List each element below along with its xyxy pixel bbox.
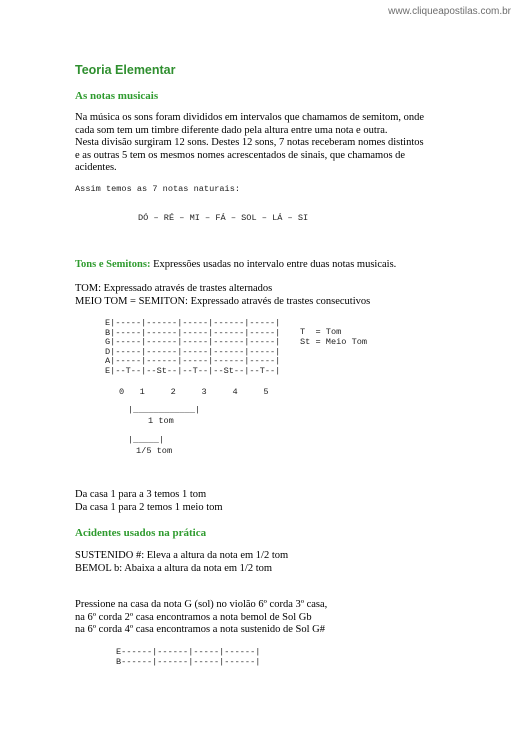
bemol-definition: BEMOL b: Abaixa a altura da nota em 1/2 tom bbox=[75, 562, 273, 574]
one-tom-bracket: |____________| bbox=[128, 405, 201, 415]
tab-line: B|-----|------|-----|------|-----| bbox=[105, 327, 281, 338]
section-heading-acidentes: Acidentes usados na prática bbox=[75, 527, 207, 539]
casa-example: Da casa 1 para a 3 temos 1 tom bbox=[75, 489, 207, 500]
pressione-paragraph bbox=[75, 599, 327, 637]
paragraph-line: Pressione na casa da nota G (sol) no violão 6º corda 3º casa, bbox=[75, 599, 328, 610]
tab-line: B------|------|-----|------| bbox=[116, 656, 261, 667]
paragraph-line: cada som tem um timbre diferente dado pela altura entre uma nota e outra. bbox=[75, 124, 388, 136]
casa-example: Da casa 1 para 2 temos 1 meio tom bbox=[75, 501, 223, 513]
meio-tom-definition: MEIO TOM = SEMITON: Expressado através de trastes consecutivos bbox=[75, 295, 371, 307]
tab-legend bbox=[300, 328, 367, 347]
tab-line: G|-----|------|-----|------|-----| bbox=[105, 337, 281, 348]
site-url: www.cliqueapostilas.com.br bbox=[388, 6, 511, 17]
tab-line: A|-----|------|-----|------|-----| bbox=[105, 356, 281, 367]
one-tom-label: 1 tom bbox=[148, 416, 174, 426]
tab-line: D|-----|------|-----|------|-----| bbox=[105, 346, 281, 357]
guitar-tab-diagram-2 bbox=[116, 648, 260, 667]
tab-line: E|--T--|--St--|--T--|--St--|--T--| bbox=[105, 365, 281, 376]
intro-paragraph bbox=[75, 112, 424, 175]
casa-examples bbox=[75, 489, 223, 514]
tons-semitons-line bbox=[75, 259, 396, 272]
legend-meio-tom: St = Meio Tom bbox=[300, 336, 368, 347]
tab-line: E------|------|-----|------| bbox=[116, 647, 261, 657]
section-heading-notas: As notas musicais bbox=[75, 90, 159, 102]
semitone-label: 1/5 tom bbox=[136, 446, 173, 456]
paragraph-line: e as outras 5 tem os mesmos nomes acrescentados de sinais, que chamamos de bbox=[75, 149, 406, 161]
fret-numbers: 0 1 2 3 4 5 bbox=[119, 387, 269, 397]
legend-tom: T = Tom bbox=[300, 327, 342, 337]
tab-line: E|-----|------|-----|------|-----| bbox=[105, 318, 281, 328]
natural-notes-list: DÓ – RÉ – MI – FÁ – SOL – LÁ – SI bbox=[138, 213, 309, 223]
tom-definition: TOM: Expressado através de trastes alternados bbox=[75, 283, 273, 294]
sustenido-definition: SUSTENIDO #: Eleva a altura da nota em 1/2 tom bbox=[75, 550, 289, 561]
tom-definitions bbox=[75, 283, 370, 308]
paragraph-line: na 6º corda 4º casa encontramos a nota sustenido de Sol G# bbox=[75, 624, 325, 635]
semitone-bracket: |_____| bbox=[128, 435, 165, 445]
section-heading-tons: Tons e Semitons: bbox=[75, 259, 151, 270]
guitar-tab-diagram bbox=[105, 319, 280, 377]
paragraph-line: Na música os sons foram divididos em intervalos que chamamos de semitom, onde bbox=[75, 112, 425, 123]
paragraph-line: Nesta divisão surgiram 12 sons. Destes 12 sons, 7 notas receberam nomes distintos bbox=[75, 137, 424, 148]
paragraph-line: na 6º corda 2º casa encontramos a nota bemol de Sol Gb bbox=[75, 611, 312, 623]
page-title: Teoria Elementar bbox=[75, 63, 176, 77]
acidentes-definitions bbox=[75, 550, 288, 575]
natural-notes-intro: Assim temos as 7 notas naturais: bbox=[75, 184, 241, 194]
tons-semitons-description: Expressões usadas no intervalo entre duas notas musicais. bbox=[150, 259, 397, 270]
paragraph-line: acidentes. bbox=[75, 162, 117, 173]
